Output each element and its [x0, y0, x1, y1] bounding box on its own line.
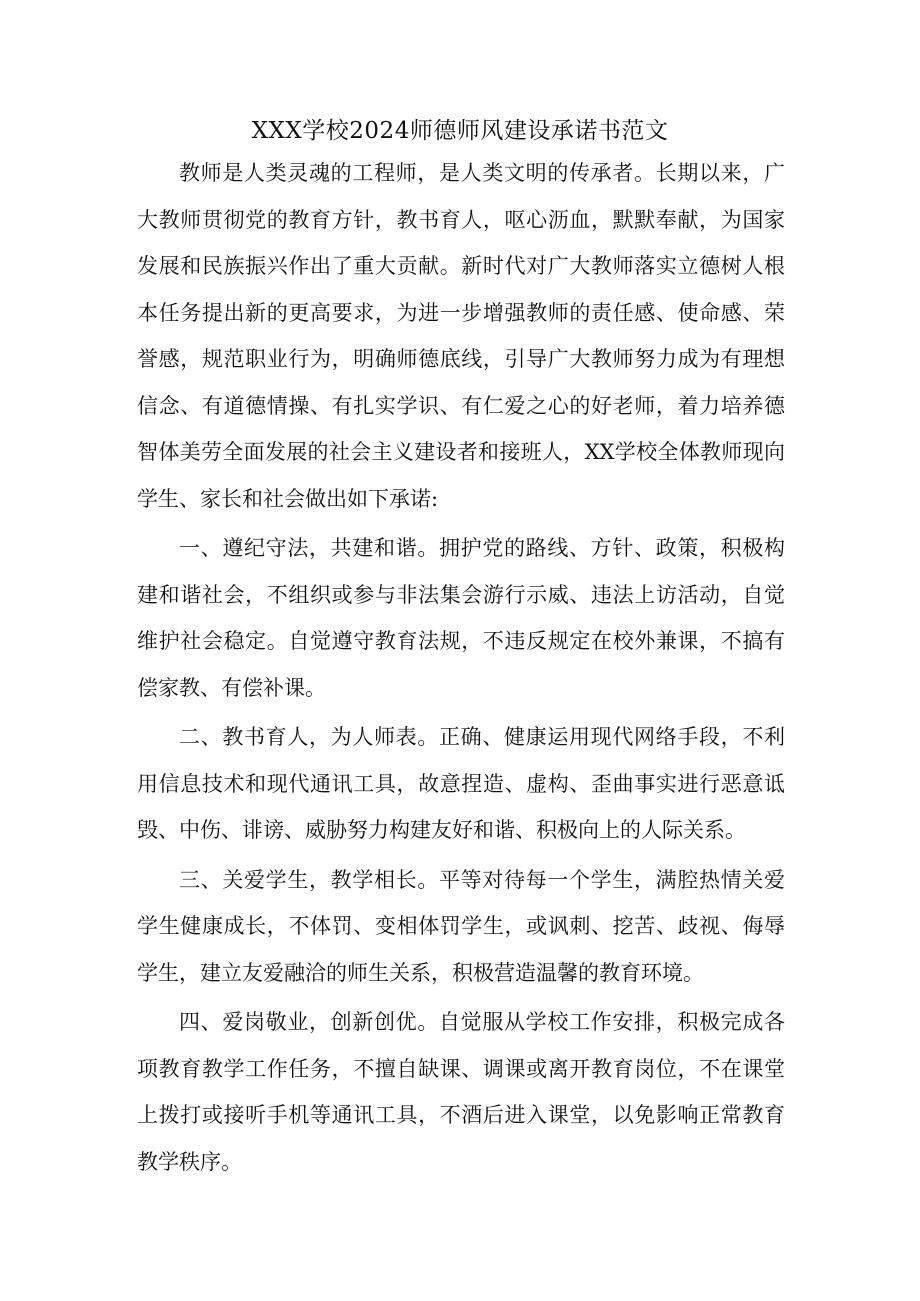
paragraph-intro: 教师是人类灵魂的工程师，是人类文明的传承者。长期以来，广大教师贯彻党的教育方针，教书育人，呕心沥血，默默奉献，为国家发展和民族振兴作出了重大贡献。新时代对广大教师落实立德树人根本任务提出新的更高要求，为进一步增强教师的责任感、使命感、荣誉感，规范职业行为，明确师德底线，引导广大教师努力成为有理想信念、有道德情操、有扎实学识、有仁爱之心的好老师，着力培养德智体美劳全面发展的社会主义建设者和接班人，XX学校全体教师现向学生、家长和社会做出如下承诺:: [137, 161, 785, 511]
document-body: [137, 150, 785, 1185]
paragraph-commitment-4: 四、爱岗敬业，创新创优。自觉服从学校工作安排，积极完成各项教育教学工作任务，不擅自缺课、调课或离开教育岗位，不在课堂上拨打或接听手机等通讯工具，不酒后进入课堂，以免影响正常教育教学秩序。: [137, 1010, 785, 1174]
paragraph-commitment-2: 二、教书育人，为人师表。正确、健康运用现代网络手段，不利用信息技术和现代通讯工具，故意捏造、虚构、歪曲事实进行恶意诋毁、中伤、诽谤、威胁努力构建友好和谐、积极向上的人际关系。: [137, 725, 785, 842]
paragraph-commitment-1: 一、遵纪守法，共建和谐。拥护党的路线、方针、政策，积极构建和谐社会，不组织或参与非法集会游行示威、违法上访活动，自觉维护社会稳定。自觉遵守教育法规，不违反规定在校外兼课，不搞有偿家教、有偿补课。: [137, 536, 785, 700]
paragraph-commitment-3: 三、关爱学生，教学相长。平等对待每一个学生，满腔热情关爱学生健康成长，不体罚、变相体罚学生，或讽刺、挖苦、歧视、侮辱学生，建立友爱融洽的师生关系，积极营造温馨的教育环境。: [137, 867, 785, 985]
document-title: XXX学校2024师德师风建设承诺书范文: [251, 118, 669, 144]
